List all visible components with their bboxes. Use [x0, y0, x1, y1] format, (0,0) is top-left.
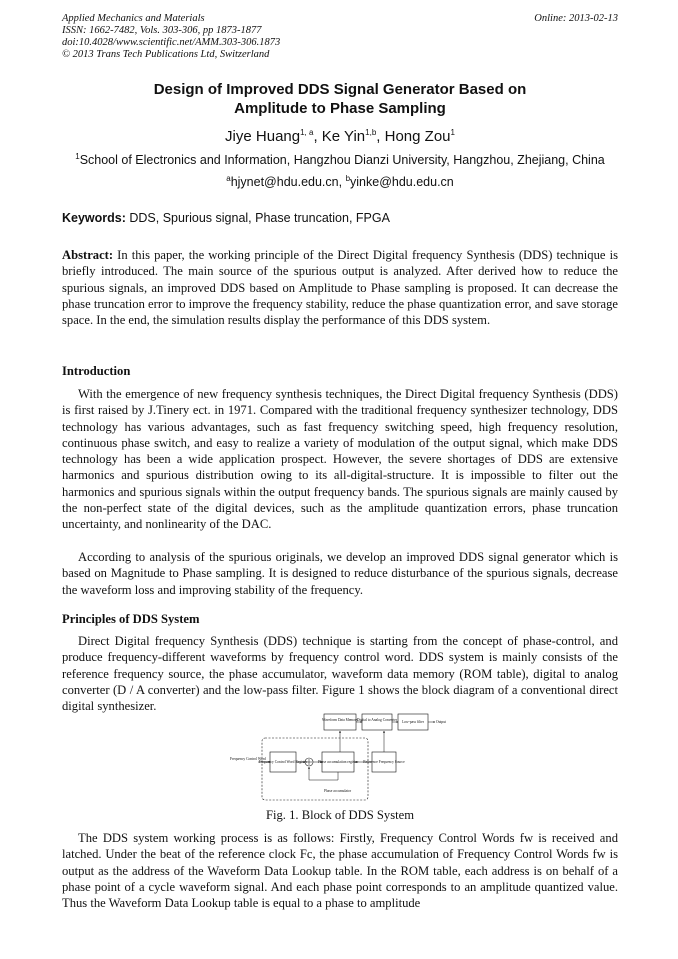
journal-name: Applied Mechanics and Materials — [62, 13, 205, 24]
author-separator: , — [313, 128, 322, 145]
dac-block — [362, 714, 392, 730]
title-line-2: Amplitude to Phase Sampling — [234, 100, 446, 117]
affiliation-mark: 1 — [75, 151, 80, 161]
issn-line: ISSN: 1662-7482, Vols. 303-306, pp 1873-1877 — [62, 25, 262, 36]
lowpass-filter-label: Low-pass filter — [402, 720, 424, 724]
section-heading-introduction: Introduction — [62, 364, 131, 378]
phase-accumulator-boundary — [262, 738, 368, 800]
phase-register-label: Phase accumulation register — [317, 760, 359, 764]
email-mark: a — [226, 173, 231, 183]
figure-caption: Fig. 1. Block of DDS System — [266, 808, 414, 822]
author-affil-mark: 1, a — [300, 128, 314, 137]
online-date: Online: 2013-02-13 — [534, 13, 618, 24]
intro-paragraph-2: According to analysis of the spurious originals, we develop an improved DDS signal generator which is based on Magnitude to Phase sampling. It is designed to reduce disturbance of the spurious signals, decrease the waveform loss and improving stability of the frequency. — [62, 550, 618, 597]
intro-paragraph-1: With the emergence of new frequency synthesis techniques, the Direct Digital frequency Synthesis (DDS) is first raised by J.Tinery ect. in 1971. Compared with the traditional frequency synthesizer technology, DDS technology has various advantages, such as fast frequency switching speed, high frequency resolution, continuous phase switch, and easy to realize a variety of modulation of the output signal, which make DDS technology has been a wide application prospect. However, the severe shortages of DDS are extensive harmonics and spurious distribution owing to its all-digital-structure. It is impossible to filter out the harmonics and spurious signals within the output frequency bands. The spurious signals are mainly caused by the non-perfect state of the digital devices, such as the amplitude quantization errors, phase truncation uncertainty, and nonlinearity of the DAC. — [62, 387, 618, 532]
phase-accumulator-label: Phase accumulator — [324, 789, 352, 793]
title-line-1: Design of Improved DDS Signal Generator Based on — [153, 81, 527, 98]
doi-line: doi:10.4028/www.scientific.net/AMM.303-306.1873 — [62, 37, 281, 48]
waveform-memory-block — [321, 714, 359, 730]
author-affil-mark: 1 — [450, 128, 455, 137]
affiliation — [62, 153, 618, 167]
working-paragraph-1: The DDS system working process is as follows: Firstly, Frequency Control Words fw is received and latched. Under the beat of the reference clock Fc, the phase accumulation of Frequency Control Words fw is output as the address of the Waveform Data Lookup table. In the ROM table, each address is on behalf of a phase point of a cycle waveform signal. And each phase point corresponds to an amplitude quantized value. Thus the Waveform Data Lookup table is equal to a phase to amplitude — [62, 831, 618, 911]
copyright-line: © 2013 Trans Tech Publications Ltd, Switzerland — [62, 49, 270, 60]
author-name: Jiye Huang — [225, 128, 301, 145]
abstract — [62, 247, 618, 328]
affiliation-text: School of Electronics and Information, Hangzhou Dianzi University, Hangzhou, Zhejiang, China — [79, 153, 605, 167]
dac-label: Digital to Analog Converter — [356, 718, 398, 722]
fcw-input-label: Frequency Control Word — [230, 757, 266, 761]
author-emails — [62, 175, 618, 189]
paper-title — [62, 80, 618, 118]
fcw-register-label: Frequency Control Word Register — [258, 760, 308, 764]
keywords-text: DDS, Spurious signal, Phase truncation, FPGA — [125, 211, 390, 225]
author-list — [62, 128, 618, 145]
reference-source-label: Reference Frequency Source — [363, 760, 405, 764]
dds-block-diagram — [228, 712, 456, 804]
abstract-label: Abstract: — [62, 248, 114, 262]
email-address: hjynet@hdu.edu.cn, — [230, 175, 346, 189]
section-heading-principles: Principles of DDS System — [62, 612, 200, 626]
author-separator: , — [376, 128, 385, 145]
keywords-label: Keywords: — [62, 211, 126, 225]
author-name: Ke Yin — [321, 128, 366, 145]
abstract-text: In this paper, the working principle of the Direct Digital frequency Synthesis (DDS) technique is briefly introduced. The main source of the spurious output is analyzed. After derived how to reduce the spurious signals, an improved DDS based on Amplitude to Phase sampling is proposed. It can decrease the phase truncation error to improve the frequency stability, reduce the phase quantization error, and save storage space. In the end, the simulation results display the performance of this DDS system. — [62, 248, 618, 328]
principles-paragraph-1: Direct Digital frequency Synthesis (DDS) technique is starting from the concept of phase-control, and produce frequency-different waveforms by frequency control word. DDS system is mainly consists of the reference frequency source, the phase accumulator, waveform data memory (ROM table), digital to analog converter (D / A converter) and the low-pass filter. Figure 1 shows the block diagram of a conventional direct digital synthesizer. — [62, 634, 618, 714]
email-address: yinke@hdu.edu.cn — [350, 175, 454, 189]
author-affil-mark: 1,b — [365, 128, 377, 137]
feedback-line — [309, 767, 338, 780]
output-label: Output — [436, 720, 446, 724]
keywords — [62, 211, 618, 225]
email-mark: b — [345, 173, 351, 183]
running-header — [62, 13, 618, 61]
author-name: Hong Zou — [384, 128, 451, 145]
waveform-memory-label: Waveform Data Memory — [321, 718, 359, 722]
